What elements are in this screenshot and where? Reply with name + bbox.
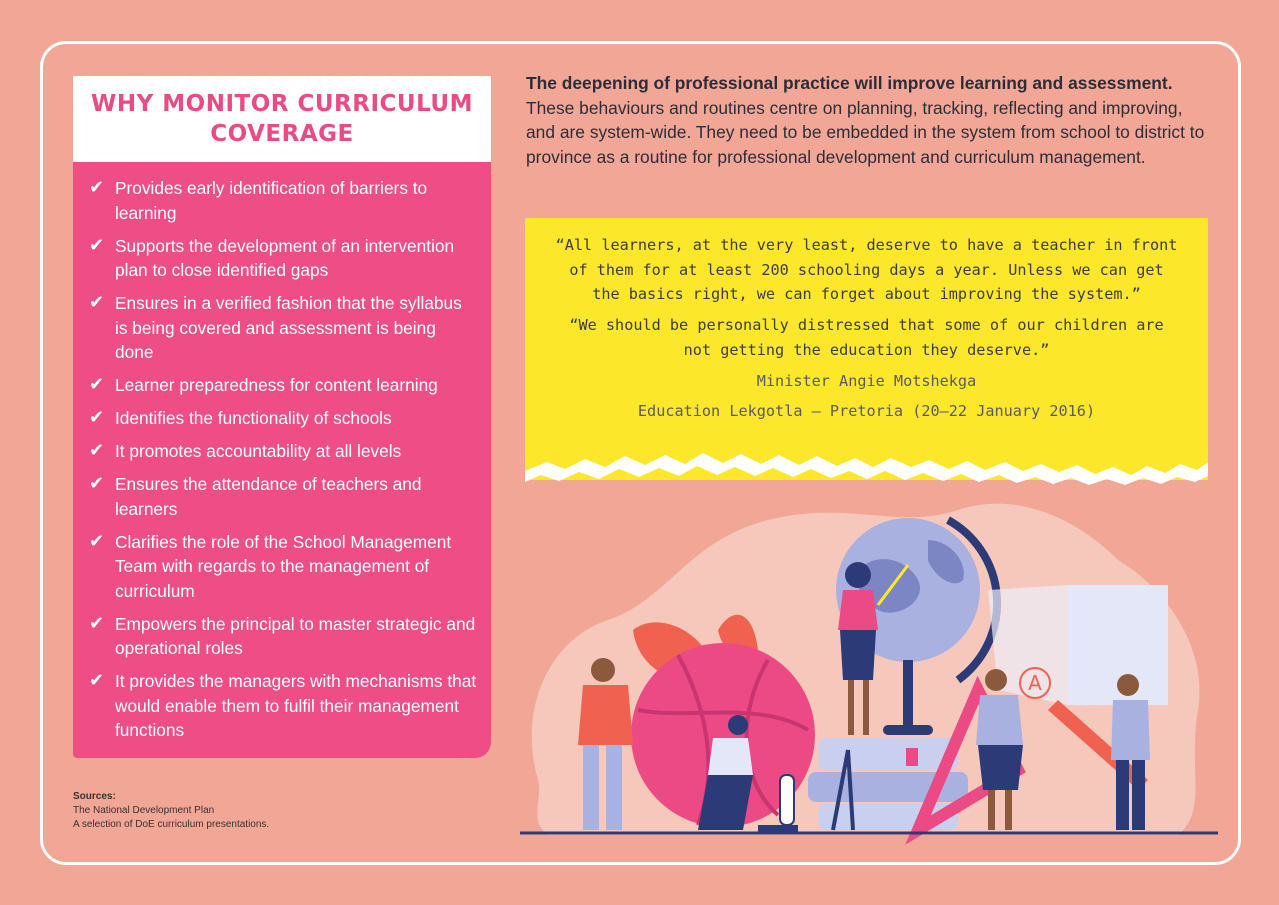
source-item: A selection of DoE curriculum presentations. [73,819,270,830]
benefits-list [73,162,491,758]
quote-1: “All learners, at the very least, deserve to have a teacher in front of them for at least 200 schooling days a year. Unless we can get the basics right, we can forget about improving the system.” [555,236,1178,304]
list-item-text: Empowers the principal to master strategic and operational roles [115,613,476,658]
list-item-text: Ensures in a verified fashion that the syllabus is being covered and assessment is being done [115,293,462,362]
quote-author: Minister Angie Motshekga [756,371,977,390]
list-item [89,530,477,604]
check-icon: ✔ [89,530,105,552]
list-item [89,439,477,464]
book-icon [818,738,958,770]
intro-body: These behaviours and routines centre on planning, tracking, reflecting and improving, and are system-wide. They need to be embedded in the system from school to district to province as a routine for professional development and curriculum management. [526,97,1205,167]
panel-title-text: WHY MONITOR CURRICULUM COVERAGE [91,91,473,147]
source-item: The National Development Plan [73,805,215,816]
check-icon: ✔ [89,670,105,691]
test-tube-icon [780,775,794,825]
list-item-text: It promotes accountability at all levels [115,441,402,461]
list-item [89,612,477,661]
check-icon: ✔ [89,374,105,395]
quote-2: “We should be personally distressed that some of our children are not getting the education they deserve.” [569,316,1164,359]
list-item [89,373,477,398]
list-item-text: Learner preparedness for content learning [115,375,438,395]
list-item-text: It provides the managers with mechanisms that would enable them to fulfil their management functions [115,671,477,740]
panel-title [73,76,491,162]
check-icon: ✔ [89,407,105,428]
list-item [89,406,477,431]
list-item [89,472,477,521]
grade-a-text: A [1028,671,1042,695]
quote-text [555,233,1178,430]
check-icon: ✔ [89,292,105,313]
check-icon: ✔ [89,234,105,256]
list-item [89,234,477,283]
check-icon: ✔ [89,473,105,494]
list-item [89,669,477,743]
list-item-text: Supports the development of an intervention plan to close identified gaps [115,235,455,280]
check-icon: ✔ [89,440,105,461]
sources-heading: Sources: [73,791,116,802]
classroom-illustration [518,480,1220,850]
intro-paragraph [526,71,1216,169]
check-icon: ✔ [89,612,105,634]
quote-event: Education Lekgotla – Pretoria (20–22 January 2016) [637,402,1096,421]
list-item-text: Ensures the attendance of teachers and learners [115,474,422,519]
sources [73,790,269,832]
list-item-text: Identifies the functionality of schools [115,408,392,428]
list-item [89,176,477,225]
intro-bold: The deepening of professional practice will improve learning and assessment. [526,73,1173,93]
list-item-text: Clarifies the role of the School Management Team with regards to the management of curriculum [115,531,452,601]
list-item [89,291,477,365]
check-icon: ✔ [89,177,105,198]
list-item-text: Provides early identification of barriers to learning [115,178,428,223]
